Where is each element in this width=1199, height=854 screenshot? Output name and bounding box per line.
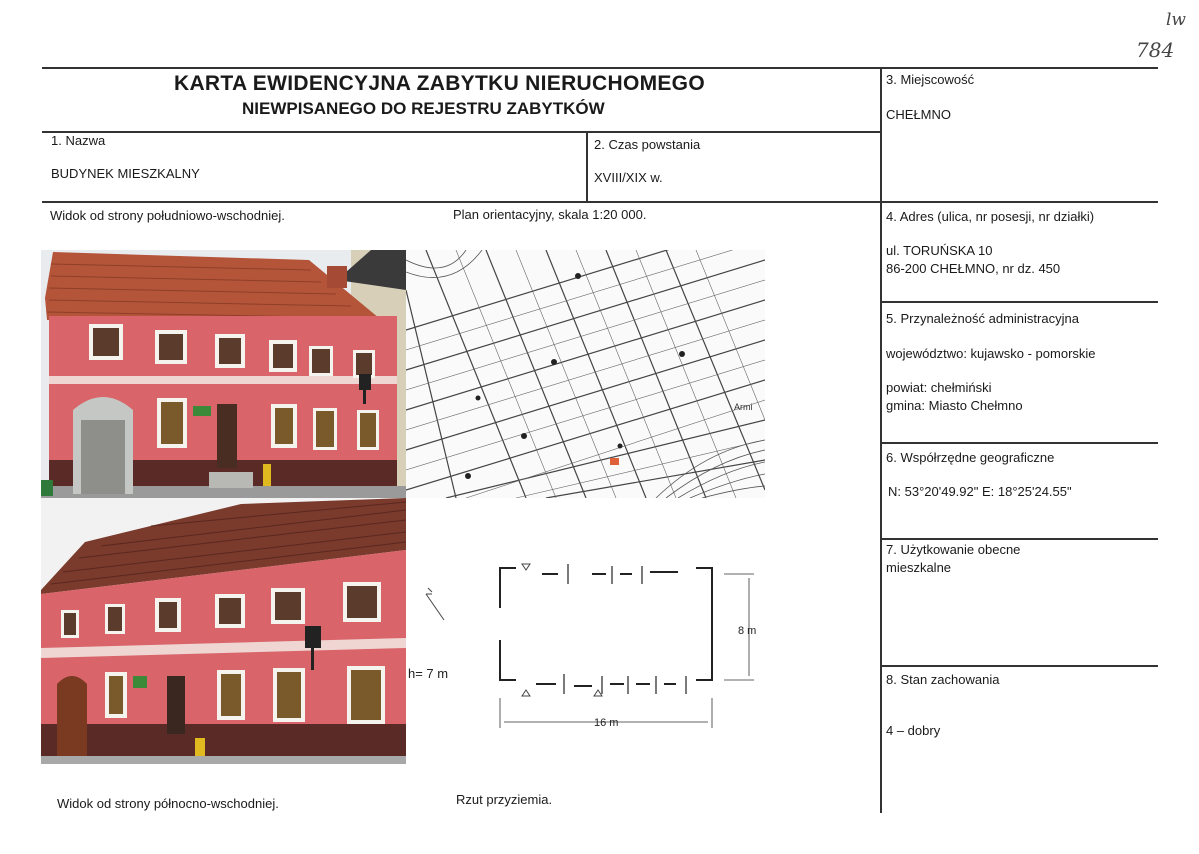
- name-label: 1. Nazwa: [51, 133, 106, 148]
- usage-label: 7. Użytkowanie obecne: [886, 542, 1021, 557]
- period-label: 2. Czas powstania: [594, 137, 701, 152]
- admin-bottom-border: [880, 442, 1158, 444]
- title-bottom-border: [42, 131, 880, 133]
- name-period-divider: [586, 131, 588, 202]
- page-subtitle: NIEWPISANEGO DO REJESTRU ZABYTKÓW: [242, 99, 605, 118]
- north-arrow-icon: [426, 588, 444, 620]
- building-photo-ne: [41, 498, 406, 764]
- floor-plan: [406, 498, 765, 764]
- address-city: 86-200 CHEŁMNO, nr dz. 450: [886, 261, 1061, 276]
- condition-label: 8. Stan zachowania: [886, 672, 1000, 687]
- location-marker: [610, 458, 619, 465]
- caption-view-ne: Widok od strony północno-wschodniej.: [57, 796, 279, 811]
- photo-north-east: [41, 498, 406, 764]
- address-street: ul. TORUŃSKA 10: [886, 243, 993, 258]
- usage-value: mieszkalne: [886, 560, 952, 575]
- orientation-map: [406, 250, 765, 498]
- name-value: BUDYNEK MIESZKALNY: [51, 166, 200, 181]
- floor-plan-drawing: [406, 498, 765, 764]
- admin-voivodeship: województwo: kujawsko - pomorskie: [886, 346, 1096, 361]
- locality-label: 3. Miejscowość: [886, 72, 975, 87]
- width-label: 16 m: [594, 717, 619, 729]
- handwritten-initials: lw: [1166, 10, 1186, 30]
- form-top-border: [42, 67, 1158, 69]
- map-street-label: Armi: [734, 402, 753, 412]
- period-value: XVIII/XIX w.: [594, 170, 663, 185]
- locality-value: CHEŁMNO: [886, 107, 952, 122]
- coords-label: 6. Współrzędne geograficzne: [886, 450, 1055, 465]
- coords-bottom-border: [880, 538, 1158, 540]
- caption-plan: Plan orientacyjny, skala 1:20 000.: [453, 207, 647, 222]
- photo-south-east: [41, 250, 406, 498]
- page-title: KARTA EWIDENCYJNA ZABYTKU NIERUCHOMEGO: [174, 72, 705, 95]
- handwritten-number: 784: [1136, 38, 1175, 62]
- address-label: 4. Adres (ulica, nr posesji, nr działki): [886, 209, 1095, 224]
- address-bottom-border: [880, 301, 1158, 303]
- admin-county: powiat: chełmiński: [886, 380, 992, 395]
- admin-label: 5. Przynależność administracyjna: [886, 311, 1079, 326]
- usage-bottom-border: [880, 665, 1158, 667]
- height-label: h= 7 m: [408, 666, 449, 681]
- city-map-graphic: [406, 250, 765, 498]
- admin-commune: gmina: Miasto Chełmno: [886, 398, 1023, 413]
- right-column-divider: [880, 67, 882, 813]
- condition-value: 4 – dobry: [886, 723, 941, 738]
- depth-label: 8 m: [738, 625, 757, 637]
- building-photo-se: [41, 250, 406, 498]
- caption-view-se: Widok od strony południowo-wschodniej.: [50, 208, 285, 223]
- caption-floor-plan: Rzut przyziemia.: [456, 792, 553, 807]
- coords-value: N: 53°20'49.92" E: 18°25'24.55": [888, 484, 1072, 499]
- name-row-bottom-border: [42, 201, 1158, 203]
